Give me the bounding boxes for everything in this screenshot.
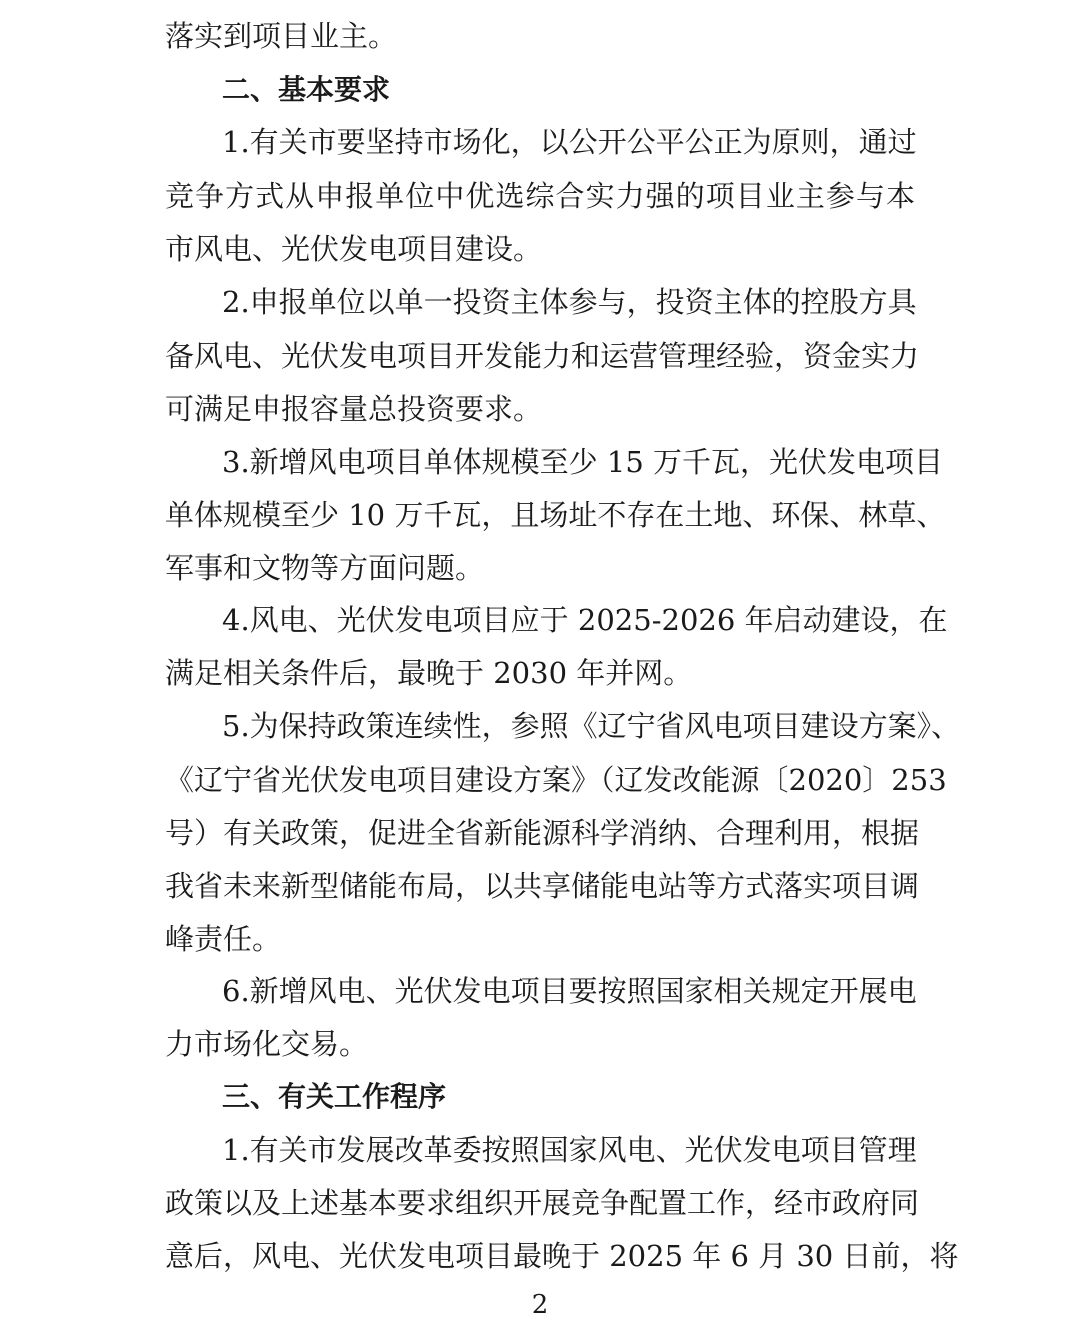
text-line: 力市场化交易。	[165, 1027, 369, 1061]
text-line: 5.为保持政策连续性，参照《辽宁省风电项目建设方案》、	[222, 709, 961, 743]
text-line: 单体规模至少 10 万千瓦，且场址不存在土地、环保、林草、	[165, 498, 946, 532]
text-line: 落实到项目业主。	[165, 19, 398, 53]
text-line: 备风电、光伏发电项目开发能力和运营管理经验，资金实力	[165, 339, 920, 373]
text-line: 政策以及上述基本要求组织开展竞争配置工作，经市政府同	[165, 1186, 920, 1220]
text-line: 军事和文物等方面问题。	[165, 551, 485, 585]
page-number: 2	[531, 1290, 549, 1320]
text-line: 满足相关条件后，最晚于 2030 年并网。	[165, 656, 693, 690]
text-line: 6.新增风电、光伏发电项目要按照国家相关规定开展电	[222, 974, 917, 1008]
text-line: 市风电、光伏发电项目建设。	[165, 232, 543, 266]
text-line: 1.有关市发展改革委按照国家风电、光伏发电项目管理	[222, 1133, 917, 1167]
text-line: 3.新增风电项目单体规模至少 15 万千瓦，光伏发电项目	[222, 445, 944, 479]
text-line: 竞争方式从申报单位中优选综合实力强的项目业主参与本	[165, 179, 915, 213]
text-line: 2.申报单位以单一投资主体参与，投资主体的控股方具	[222, 285, 917, 319]
section-heading: 三、有关工作程序	[222, 1080, 447, 1113]
text-line: 可满足申报容量总投资要求。	[165, 392, 543, 426]
section-heading: 二、基本要求	[222, 73, 391, 106]
text-line: 我省未来新型储能布局，以共享储能电站等方式落实项目调	[165, 869, 920, 903]
text-line: 4.风电、光伏发电项目应于 2025-2026 年启动建设，在	[222, 603, 948, 637]
text-line: 意后，风电、光伏发电项目最晚于 2025 年 6 月 30 日前，将	[165, 1239, 959, 1273]
text-line: 1.有关市要坚持市场化，以公开公平公正为原则，通过	[222, 125, 917, 159]
text-line: 《辽宁省光伏发电项目建设方案》（辽发改能源〔2020〕253	[165, 763, 947, 797]
text-line: 峰责任。	[165, 922, 282, 956]
text-line: 号）有关政策，促进全省新能源科学消纳、合理利用，根据	[165, 816, 920, 850]
